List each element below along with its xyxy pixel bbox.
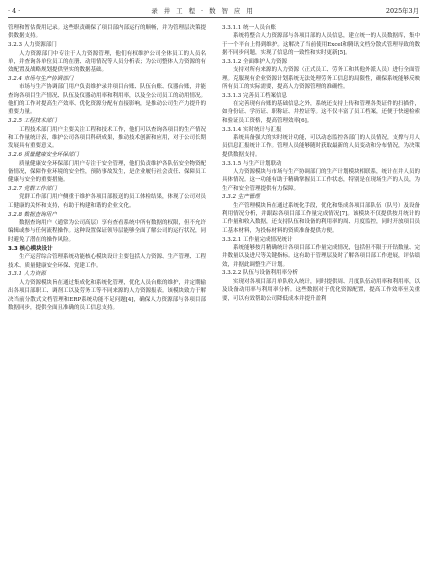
paragraph: 工程技术部门用户主要关注工程和技术工作，他们可以查询各项目的生产情况和工作量统计表，维护公司各项目科研成果，推动技术创新和应用，对于公司长期发展具有重要意义。 xyxy=(8,126,207,150)
section-heading: 3.2.8 数据查询用户 xyxy=(8,211,57,218)
section-heading: 3.3.1.3 完善员工档案信息 xyxy=(222,92,287,99)
paragraph: 系统能够按月精确统计各项目部工作量完成情况，包括但不限于开钻数量、完井数量以及进尺等关键指标。这有助于管理层及时了解各项目部工作进展，评估绩效，并据此调整生产计划。 xyxy=(222,244,421,268)
journal-title: 录 井 工 程 · 数 智 应 用 xyxy=(151,7,255,15)
section-heading: 3.2.4 市场与生产协调部门 xyxy=(8,76,74,83)
paragraph: 市场与生产协调部门用户负责维护录井项目台账、队伍台账、仪器台账，并能查询各项目生产情况、队伍及仪器动用率和利用率，以及全公司员工的动用情况。他们的工作对提高生产效率、优化资源分配有直接影响，是推动公司生产力提升的重要力量。 xyxy=(8,84,207,116)
left-column xyxy=(8,24,206,313)
section-heading: 3.3.2.1 工作量完成情况统计 xyxy=(222,236,293,243)
paragraph: 生产管理模块旨在通过系统化手段，优化和集成各项目部队伍（队号）及设备利用情况分析，并跟踪各项目部工作量完成情况[7]。该模块不仅提供按月统计的工作量和收入数据，还支持队伍和设备的利用率的周、月度监控，同时开放项目员工基本材料，为投标材料的资质准备提供方便。 xyxy=(222,202,421,234)
section-heading: 3.3.1.2 全面维护人力资源 xyxy=(222,58,287,65)
page-header xyxy=(8,4,419,18)
paragraph: 在完善现有台账的基础信息之外，系统还支持上传和管理各类证件的扫描件，如身份证、学历证、职称证、井控证等。这不仅丰富了员工档案，还便于快速检索和验证员工资格，提高管理效率[6]。 xyxy=(222,101,421,124)
paragraph: 质量健康安全环保部门用户专注于安全管理，他们负责维护各队伍安全物资配备情况，保障作业环境的安全性，预防事故发生，是企业履行社会责任、保障员工健康与安全的重要措施。 xyxy=(8,160,207,184)
paragraph: 党群工作部门用户侧重于维护各项目部报送的员工体检结果，体现了公司对员工健康的关怀和支持，有助于构建和谐的企业文化。 xyxy=(8,194,207,209)
paragraph: 数据查询用户（通常为公司高层）享有查看系统中所有数据的权限，但不允许编辑或参与任何流程操作。这种设置保证领导层能够全面了解公司的运行状况，同时避免了潜在的操作风险。 xyxy=(8,219,207,243)
paragraph: 实现对各项目部月单队收入统计，同时提供周、月度队伍动用率和利用率，以及设备动用率与利用率分析。这些数据对于优化资源配置，提高工作效率至关重要，可以有效帮助公司降低成本并提升盈利 xyxy=(222,278,421,302)
section-heading: 3.2.6 质量健康安全环保部门 xyxy=(8,152,79,159)
paragraph: 系统具备强大的实时统计功能，可以动态监控各部门的人员情况，支撑与月人员信息汇报统计工作。管理人员能够随时获取最新的人员变动和分布情况，为决策提供数据支持。 xyxy=(222,134,421,158)
section-heading: 3.2.7 党群工作部门 xyxy=(8,186,57,193)
section-heading: 3.3.1.5 与生产计划联动 xyxy=(222,160,282,167)
paragraph: 管理和暂估费用记录。这些职责确保了项目部内部运行的顺畅，并为管理层决策提供数据支持。 xyxy=(8,25,207,40)
paragraph: 生产运营综合管理系统功能核心模块设计主要包括人力资源、生产管理、工程技术、质量健康安全环保、党建工作。 xyxy=(8,254,207,269)
paragraph: 人力资源模块与市场与生产协调部门的生产计划模块相联系，统计在井人员的具体情况。这一功能有助于精确掌握员工工作状态，特别是在现场生产的人员，为生产和安全管理提供有力保障。 xyxy=(222,168,421,192)
section-heading: 3.3.1.1 统一人员台账 xyxy=(222,25,276,31)
paragraph: 人力资源部门中专注于人力资源管理，他们有权维护公司全体员工的人员名单，并查询各单位员工的在册、动用情况等人员分析表；为公司整体人力资源的有效配置及战略规划提供坚实的数据基础。 xyxy=(8,50,207,74)
right-column xyxy=(222,24,420,303)
section-heading: 3.3.2 生产管理 xyxy=(222,194,260,201)
section-heading: 3.3.2.2 队伍与设备利用率分析 xyxy=(222,270,298,277)
section-heading: 3.2.3 人力资源部门 xyxy=(8,42,57,49)
section-heading: 3.3.1 人力资源 xyxy=(8,271,46,278)
section-heading: 3.3 核心模块设计 xyxy=(8,245,53,252)
section-heading: 3.2.5 工程技术部门 xyxy=(8,118,57,125)
paragraph: 系统将整合人力资源部与各项目部的人员信息，建立统一的人员数据库，集中于一个平台上得到维护。这解决了当前使用Excel和腾讯文档分散式管理导致的数据不同步问题，实现了信息的一致性和实时更新[5]。 xyxy=(222,33,421,57)
paragraph: 人力资源模块旨在通过集成化和系统化管理，优化人员台账的维护，并定期输出各项目部职工、调剂工以及劳务工等不同来源的人力资源报表。该模块致力于解决当前分散式文档管理和ERP系统功能不足问题[4]，确保人力资源部与各项目部数据同步，提供全面且准确的员工信息支持。 xyxy=(8,279,207,311)
paragraph: 支持对所有来源的人力资源（正式员工、劳务工和其他外派人员）进行全面管理。克服现有企业资源计划系统无法处理劳务工信息的局限性，确保系统能够反映所有员工的实际需要，提高人力资源管理的准确性。 xyxy=(222,67,421,90)
page-number: · 4 · xyxy=(8,6,21,15)
section-heading: 3.3.1.4 实时统计与汇报 xyxy=(222,126,282,133)
issue-date: 2025年3月 xyxy=(385,7,419,15)
